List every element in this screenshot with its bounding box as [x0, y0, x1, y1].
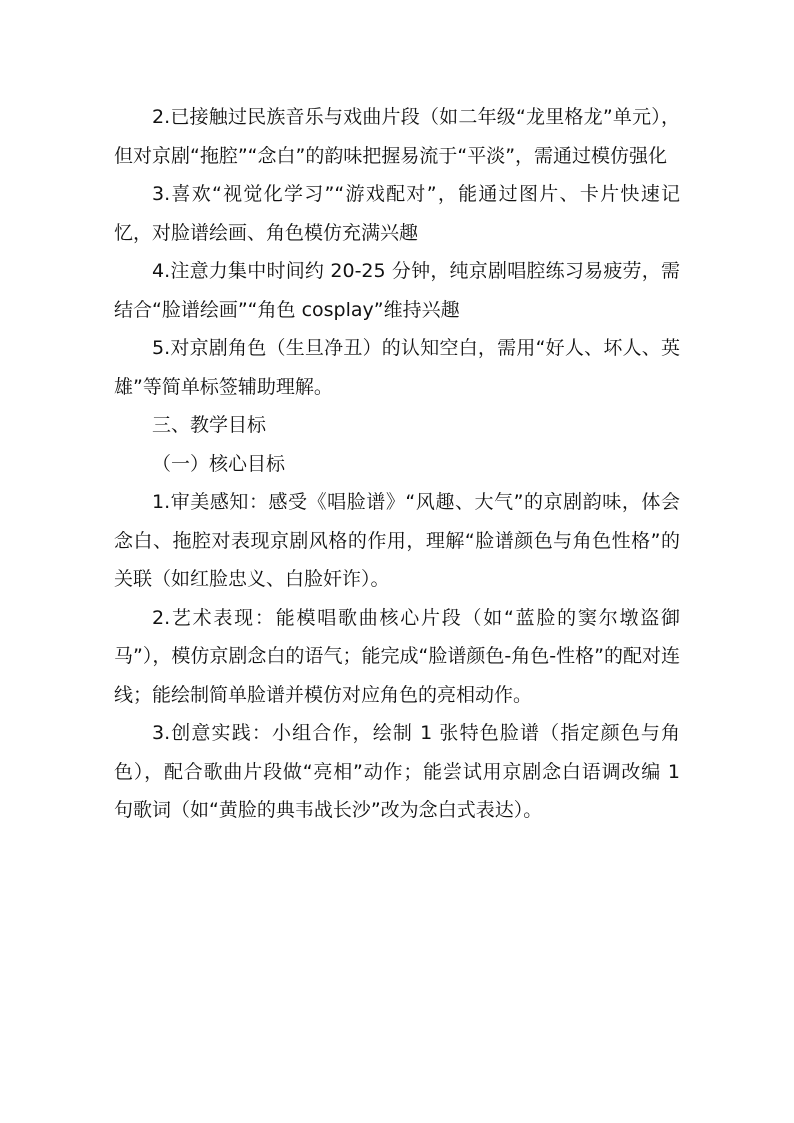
subsection-heading-core-goals: （一）核心目标 — [152, 452, 286, 475]
paragraph-attention-span: 4.注意力集中时间约 20-25 分钟，纯京剧唱腔练习易疲劳，需结合“脸谱绘画”“角色 cosplay”维持兴趣 — [114, 260, 680, 321]
section-heading-teaching-goals: 三、教学目标 — [152, 414, 267, 436]
paragraph-creative-practice: 3.创意实践：小组合作，绘制 1 张特色脸谱（指定颜色与角色），配合歌曲片段做“亮相”动作；能尝试用京剧念白语调改编 1 句歌词（如“黄脸的典韦战长沙”改为念白式表达）。 — [114, 722, 680, 821]
paragraph-role-cognition: 5.对京剧角色（生旦净丑）的认知空白，需用“好人、坏人、英雄”等简单标签辅助理解。 — [114, 337, 680, 398]
paragraph-prior-exposure: 2.已接触过民族音乐与戏曲片段（如二年级“龙里格龙”单元），但对京剧“拖腔”“念白”的韵味把握易流于“平淡”，需通过模仿强化 — [114, 106, 680, 167]
paragraph-aesthetic-perception: 1.审美感知：感受《唱脸谱》“风趣、大气”的京剧韵味，体会念白、拖腔对表现京剧风格的作用，理解“脸谱颜色与角色性格”的关联（如红脸忠义、白脸奸诈）。 — [114, 491, 680, 590]
document-body — [114, 98, 680, 830]
paragraph-artistic-expression: 2.艺术表现：能模唱歌曲核心片段（如“蓝脸的窦尔墩盗御马”），模仿京剧念白的语气；能完成“脸谱颜色-角色-性格”的配对连线；能绘制简单脸谱并模仿对应角色的亮相动作。 — [114, 606, 680, 706]
paragraph-visual-learning: 3.喜欢“视觉化学习”“游戏配对”，能通过图片、卡片快速记忆，对脸谱绘画、角色模仿充满兴趣 — [114, 183, 680, 244]
